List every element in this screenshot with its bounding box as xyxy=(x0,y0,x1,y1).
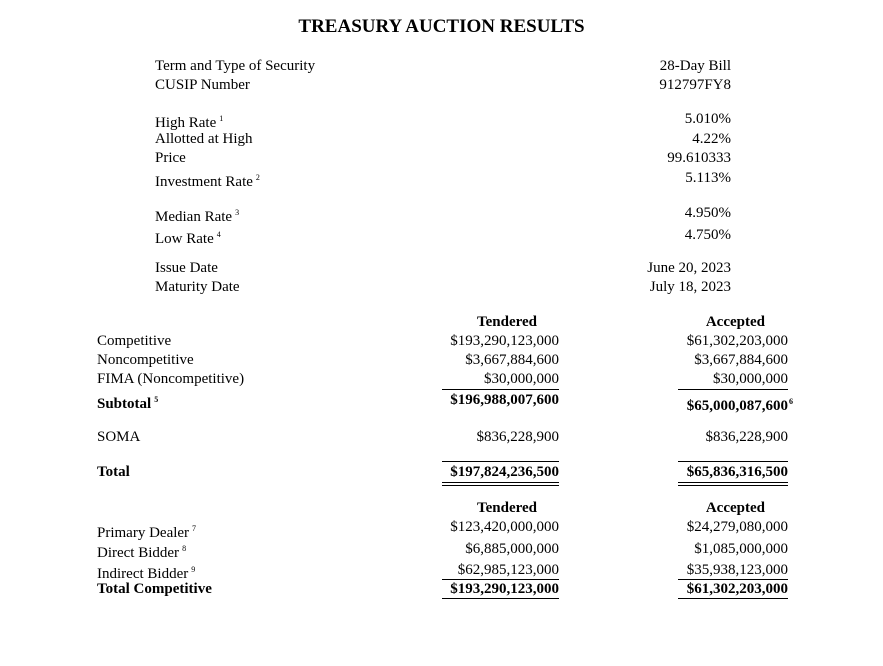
price-value: 99.610333 xyxy=(667,150,731,166)
tendered-competitive-underline xyxy=(442,598,559,599)
total-label: Total xyxy=(97,464,130,480)
subtotal-label: Subtotal $^5$ xyxy=(97,395,159,412)
primary-dealer-accepted: $24,279,080,000 xyxy=(686,519,788,535)
maturity-date-label: Maturity Date xyxy=(155,279,240,295)
investment-rate-value: 5.113% xyxy=(685,170,731,186)
subtotal-tendered: $196,988,007,600 xyxy=(450,392,559,408)
indirect-bidder-tendered: $62,985,123,000 xyxy=(457,562,559,578)
allotted-value: 4.22% xyxy=(692,131,731,147)
noncompetitive-tendered: $3,667,884,600 xyxy=(465,352,559,368)
footnote-marker: 2 xyxy=(255,173,260,182)
maturity-date-value: July 18, 2023 xyxy=(649,279,731,295)
footnote-marker: 7 xyxy=(192,524,197,533)
tendered-total-double-rule xyxy=(442,482,559,486)
accepted-total-rule xyxy=(678,461,788,462)
primary-dealer-label: Primary Dealer $^7$ xyxy=(97,524,197,541)
price-label: Price xyxy=(155,150,186,166)
issue-date-value: June 20, 2023 xyxy=(647,260,731,276)
tendered-subtotal-rule xyxy=(442,389,559,390)
total-competitive-tendered: $193,290,123,000 xyxy=(450,581,559,597)
footnote-marker: 1 xyxy=(219,114,224,123)
direct-bidder-accepted: $1,085,000,000 xyxy=(694,541,788,557)
low-rate-value: 4.750% xyxy=(684,227,731,243)
footnote-marker: 3 xyxy=(235,208,240,217)
total-competitive-label: Total Competitive xyxy=(97,581,212,597)
fima-label: FIMA (Noncompetitive) xyxy=(97,371,245,387)
direct-bidder-label: Direct Bidder $^8$ xyxy=(97,544,187,561)
issue-date-label: Issue Date xyxy=(155,260,218,276)
competitive-label: Competitive xyxy=(97,333,172,349)
noncompetitive-label: Noncompetitive xyxy=(97,352,194,368)
investment-rate-label: Investment Rate $^2$ xyxy=(155,173,260,190)
tendered-total-rule xyxy=(442,461,559,462)
term-label: Term and Type of Security xyxy=(155,58,316,74)
median-rate-value: 4.950% xyxy=(684,205,731,221)
tendered-header: Tendered xyxy=(476,314,537,330)
footnote-marker: 9 xyxy=(191,565,196,574)
total-accepted: $65,836,316,500 xyxy=(686,464,788,480)
soma-accepted: $836,228,900 xyxy=(705,429,788,445)
accepted-competitive-underline xyxy=(678,598,788,599)
accepted-header-2: Accepted xyxy=(705,500,765,516)
cusip-label: CUSIP Number xyxy=(155,77,250,93)
total-tendered: $197,824,236,500 xyxy=(450,464,559,480)
accepted-subtotal-rule xyxy=(678,389,788,390)
fima-tendered: $30,000,000 xyxy=(484,371,559,387)
low-rate-label: Low Rate $^4$ xyxy=(155,230,221,247)
footnote-marker: 4 xyxy=(216,230,221,239)
competitive-accepted: $61,302,203,000 xyxy=(686,333,788,349)
footnote-marker: 6 xyxy=(789,397,793,406)
fima-accepted: $30,000,000 xyxy=(713,371,788,387)
direct-bidder-tendered: $6,885,000,000 xyxy=(465,541,559,557)
soma-tendered: $836,228,900 xyxy=(476,429,559,445)
footnote-marker: 5 xyxy=(154,395,159,404)
accepted-header: Accepted xyxy=(705,314,765,330)
accepted-total-double-rule xyxy=(678,482,788,486)
total-competitive-accepted: $61,302,203,000 xyxy=(686,581,788,597)
indirect-bidder-label: Indirect Bidder $^9$ xyxy=(97,565,196,582)
primary-dealer-tendered: $123,420,000,000 xyxy=(450,519,559,535)
median-rate-label: Median Rate $^3$ xyxy=(155,208,240,225)
competitive-tendered: $193,290,123,000 xyxy=(450,333,559,349)
noncompetitive-accepted: $3,667,884,600 xyxy=(694,352,788,368)
term-value: 28-Day Bill xyxy=(659,58,731,74)
cusip-value: 912797FY8 xyxy=(659,77,731,93)
footnote-marker: 8 xyxy=(182,544,187,553)
tendered-header-2: Tendered xyxy=(476,500,537,516)
page-title: TREASURY AUCTION RESULTS xyxy=(298,16,585,37)
high-rate-label: High Rate $^1$ xyxy=(155,114,224,131)
allotted-label: Allotted at High xyxy=(155,131,253,147)
soma-label: SOMA xyxy=(97,429,141,445)
high-rate-value: 5.010% xyxy=(684,111,731,127)
subtotal-accepted: $65,000,087,600$^6$ xyxy=(686,397,793,414)
indirect-bidder-accepted: $35,938,123,000 xyxy=(686,562,788,578)
